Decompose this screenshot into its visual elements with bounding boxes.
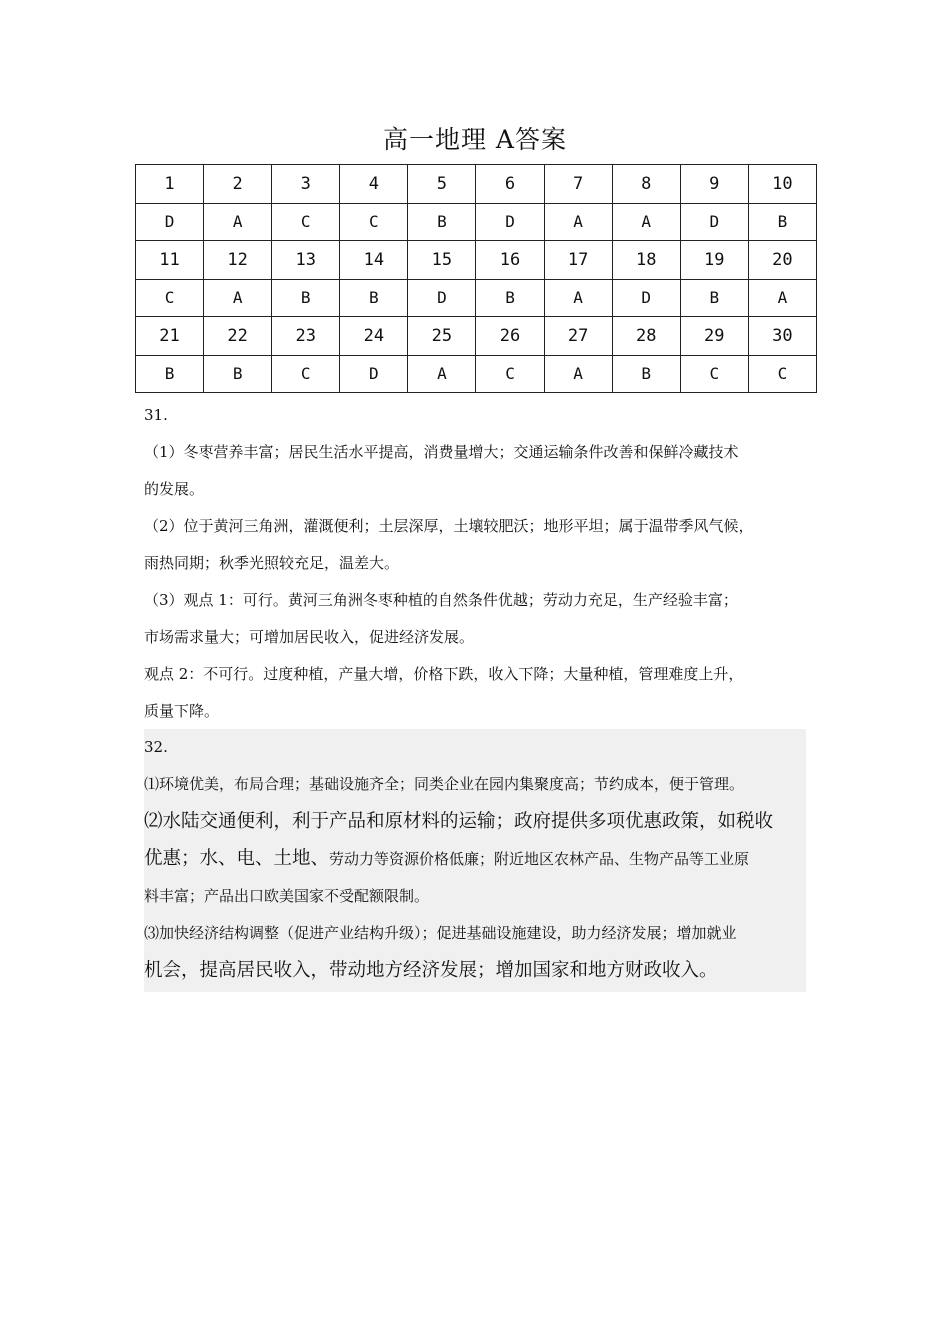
table-cell: 24 (340, 316, 408, 355)
table-cell: 18 (612, 240, 680, 279)
table-cell: 25 (408, 316, 476, 355)
q31-line-3: （2）位于黄河三角洲，灌溉便利；土层深厚，土壤较肥沃；地形平坦；属于温带季风气候， (144, 517, 754, 535)
table-cell: D (680, 203, 748, 240)
table-cell: 26 (476, 316, 544, 355)
q31-line-6: 市场需求量大；可增加居民收入，促进经济发展。 (144, 628, 475, 646)
table-cell: 15 (408, 240, 476, 279)
table-cell: A (204, 203, 272, 240)
table-cell: B (340, 279, 408, 316)
q32-part-2-line-2-small: 劳动力等资源价格低廉；附近地区农林产品、生物产品等工业原 (329, 850, 750, 868)
table-cell: 10 (748, 165, 816, 204)
table-cell: 21 (136, 316, 204, 355)
q31-line-8: 质量下降。 (144, 702, 220, 720)
q31-line-7: 观点 2：不可行。过度种植，产量大增，价格下跌，收入下降；大量种植，管理难度上升， (144, 665, 744, 683)
table-cell: A (544, 355, 612, 392)
table-cell: 9 (680, 165, 748, 204)
table-cell: 11 (136, 240, 204, 279)
table-cell: B (748, 203, 816, 240)
answer-table (135, 164, 817, 393)
table-cell: C (476, 355, 544, 392)
table-cell: 3 (272, 165, 340, 204)
table-cell: B (204, 355, 272, 392)
table-cell: B (680, 279, 748, 316)
table-cell: B (408, 203, 476, 240)
table-cell: C (340, 203, 408, 240)
table-cell: 28 (612, 316, 680, 355)
table-cell: D (612, 279, 680, 316)
table-cell: C (272, 203, 340, 240)
table-row (136, 203, 817, 240)
table-cell: D (340, 355, 408, 392)
table-cell: A (612, 203, 680, 240)
table-row (136, 355, 817, 392)
table-cell: 1 (136, 165, 204, 204)
table-cell: 7 (544, 165, 612, 204)
table-cell: 19 (680, 240, 748, 279)
table-cell: C (748, 355, 816, 392)
table-cell: A (204, 279, 272, 316)
table-cell: 29 (680, 316, 748, 355)
q32-part-2-line-3: 料丰富；产品出口欧美国家不受配额限制。 (144, 887, 430, 905)
question-32-highlight (144, 729, 806, 992)
table-cell: 20 (748, 240, 816, 279)
table-row (136, 240, 817, 279)
table-cell: C (272, 355, 340, 392)
table-row (136, 279, 817, 316)
table-cell: 12 (204, 240, 272, 279)
table-row (136, 165, 817, 204)
question-32-number: 32. (144, 738, 168, 756)
table-cell: B (612, 355, 680, 392)
table-cell: 8 (612, 165, 680, 204)
q32-part-3-line-2: 机会，提高居民收入，带动地方经济发展；增加国家和地方财政收入。 (144, 960, 718, 981)
table-cell: 16 (476, 240, 544, 279)
question-31-number: 31. (144, 406, 168, 424)
table-cell: 17 (544, 240, 612, 279)
table-cell: B (272, 279, 340, 316)
table-cell: 2 (204, 165, 272, 204)
table-cell: B (136, 355, 204, 392)
table-cell: 30 (748, 316, 816, 355)
table-cell: A (408, 355, 476, 392)
table-cell: 5 (408, 165, 476, 204)
q32-part-2-line-2-large: 优惠；水、电、土地、 (144, 848, 330, 869)
table-cell: C (136, 279, 204, 316)
table-cell: 6 (476, 165, 544, 204)
q32-part-2-line-1: ⑵水陆交通便利，利于产品和原材料的运输；政府提供多项优惠政策，如税收 (144, 811, 774, 832)
table-cell: 13 (272, 240, 340, 279)
table-cell: C (680, 355, 748, 392)
q31-line-1: （1）冬枣营养丰富；居民生活水平提高，消费量增大；交通运输条件改善和保鲜冷藏技术 (144, 443, 739, 461)
table-cell: D (136, 203, 204, 240)
table-cell: 23 (272, 316, 340, 355)
table-cell: 22 (204, 316, 272, 355)
table-cell: 4 (340, 165, 408, 204)
table-row (136, 316, 817, 355)
table-cell: A (748, 279, 816, 316)
q32-part-1: ⑴环境优美，布局合理；基础设施齐全；同类企业在园内集聚度高；节约成本，便于管理。 (144, 775, 745, 793)
q32-part-3-line-1: ⑶加快经济结构调整（促进产业结构升级）；促进基础设施建设，助力经济发展；增加就业 (144, 924, 737, 942)
table-cell: 14 (340, 240, 408, 279)
question-32 (144, 729, 824, 989)
page-title: 高一地理 A答案 (382, 125, 567, 154)
q31-line-5: （3）观点 1：可行。黄河三角洲冬枣种植的自然条件优越；劳动力充足，生产经验丰富； (144, 591, 738, 609)
table-cell: D (408, 279, 476, 316)
q32-part-2-line-2 (144, 840, 824, 878)
table-cell: B (476, 279, 544, 316)
table-cell: D (476, 203, 544, 240)
q31-line-4: 雨热同期；秋季光照较充足，温差大。 (144, 554, 400, 572)
table-cell: A (544, 279, 612, 316)
q31-line-2: 的发展。 (144, 480, 205, 498)
table-cell: A (544, 203, 612, 240)
table-cell: 27 (544, 316, 612, 355)
question-31 (144, 397, 824, 730)
